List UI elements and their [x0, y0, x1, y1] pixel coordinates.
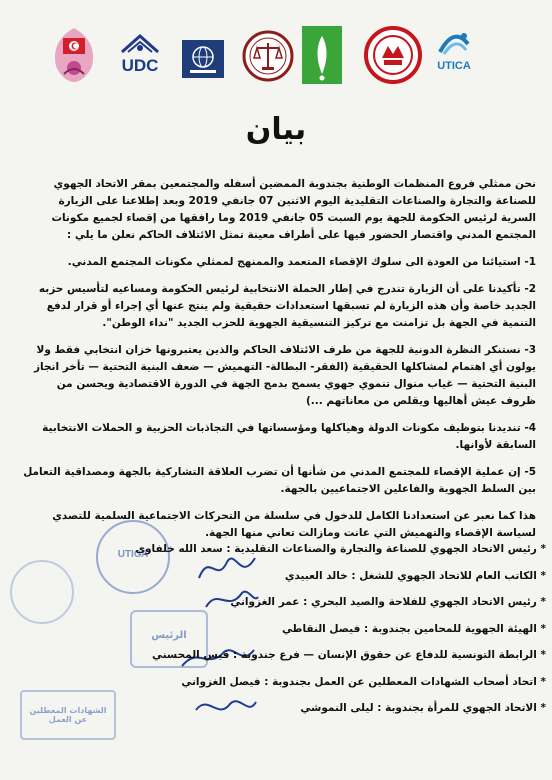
utica-stamp-text: UTICA [117, 549, 149, 560]
logo-row [0, 18, 552, 88]
red-seal-logo [364, 26, 422, 84]
document-title: بيان [245, 112, 307, 147]
globe-icon [182, 40, 224, 78]
signatory-2: * الكاتب العام للاتحاد الجهوي للشغل : خالد العبيدي [284, 569, 546, 582]
point-2: 2- تأكيدنا على أن الزيارة تندرج في إطار الحملة الانتخابية لرئيس الحكومة ومساعيه لتأسيس حزبه الجديد خاصة وأن هذه الزيارة لم تسبقها استعدادات حقيقية ولم ينتج عنها أي إجراء أو قرار لدفع التنمية في الجهة بل تزامنت مع تركيز التنسيقية الجهوية للحزب الجديد "نداء الوطن". [38, 283, 536, 329]
globe-logo [182, 40, 224, 78]
signatory-1: * رئيس الاتحاد الجهوي للصناعة والتجارة والصناعات التقليدية : سعد الله خلفاوي [135, 543, 546, 555]
point-5: 5- إن عملية الإقصاء للمجتمع المدني من شأنها أن تضرب العلاقة التشاركية بالجهة ومصداقية التعامل بين السلط الجهوية والفاعلين الاجتماعيين بالجهة. [23, 466, 536, 495]
signatory-3: * رئيس الاتحاد الجهوي للفلاحة والصيد البحري : عمر الغزواني [230, 596, 546, 608]
signatory-4: * الهيئة الجهوية للمحامين بجندوبة : فيصل النقاطي [281, 622, 546, 635]
signatory-6: * اتحاد أصحاب الشهادات المعطلين عن العمل بجندوبة : فيصل الغزواني [181, 675, 546, 688]
signatories-list [40, 536, 546, 722]
red-seal-icon [364, 26, 422, 84]
utica-caption: UTICA [437, 60, 471, 72]
utica-emblem-icon [436, 28, 472, 58]
udc-caption: UDC [121, 56, 159, 75]
scales-logo [242, 30, 294, 82]
graduates-stamp-text: الشهادات المعطلين عن العمل [29, 706, 107, 724]
green-emblem-icon [302, 26, 342, 84]
utica-logo [436, 28, 472, 72]
federation-stamp-text: الرئيس [151, 630, 187, 641]
intro-paragraph: نحن ممثلي فروع المنظمات الوطنية بجندوبة الممضين أسفله والمجتمعين بمقر الاتحاد الجهوي للصناعة والتجارة والصناعات التقليدية اليوم الاثنين 07 جانفي 2019 وبعد إطلاعنا على الزيارة السرية لرئيس الحكومة للجهة يوم السبت 05 جانفي 2019 وما رافقها من إقصاء لجميع مكونات المجتمع المدني واقتصار الحضور فيها على أطراف معينة تمثل الائتلاف الحاكم نعلن ما يلي : [51, 178, 536, 241]
point-4: 4- تنديدنا بتوظيف مكونات الدولة وهياكلها ومؤسساتها في التجاذبات الحزبية و الحملات الانتخابية السابقة لأوانها. [42, 422, 536, 451]
point-1: 1- استيائنا من العودة الى سلوك الإقصاء المتعمد والممنهج لممثلي مكونات المجتمع المدني. [67, 256, 536, 268]
signatory-5: * الرابطة التونسية للدفاع عن حقوق الإنسان — فرع جندوبة : قيس المحسني [152, 649, 546, 661]
signatory-7: * الاتحاد الجهوي للمرأة بجندوبة : ليلى النموشي [300, 702, 546, 714]
flag-emblem-icon [48, 26, 100, 84]
scales-of-justice-icon [242, 30, 294, 82]
flag-emblem-logo [48, 26, 100, 84]
point-3: 3- نستنكر النظرة الدونية للجهة من طرف الائتلاف الحاكم والذين يعتبرونها خزان انتخابي فقط ولا يولون أي اهتمام لمشاكلها الحقيقية (الفقر- البطالة- التهميش — ضعف البنية التحتية — تأخر انجاز البنية التحتية — غياب منوال تنموي جهوي يسمح بدمج الجهة في الدورة الاقتصادية ويحسن من ظروف عيش أهاليها ويقلص من معاناتهم ...) [34, 344, 536, 407]
green-emblem-logo [302, 26, 342, 84]
statement-body [22, 176, 536, 542]
closing-paragraph: هذا كما نعبر عن استعدادنا الكامل للدخول في سلسلة من التحركات الاجتماعية السلمية للتصدي لسياسة الإقصاء والتهميش التي عانت ومازالت تعاني منها الجهة. [52, 510, 536, 539]
udc-emblem-icon [118, 34, 162, 56]
udc-logo [118, 34, 162, 76]
